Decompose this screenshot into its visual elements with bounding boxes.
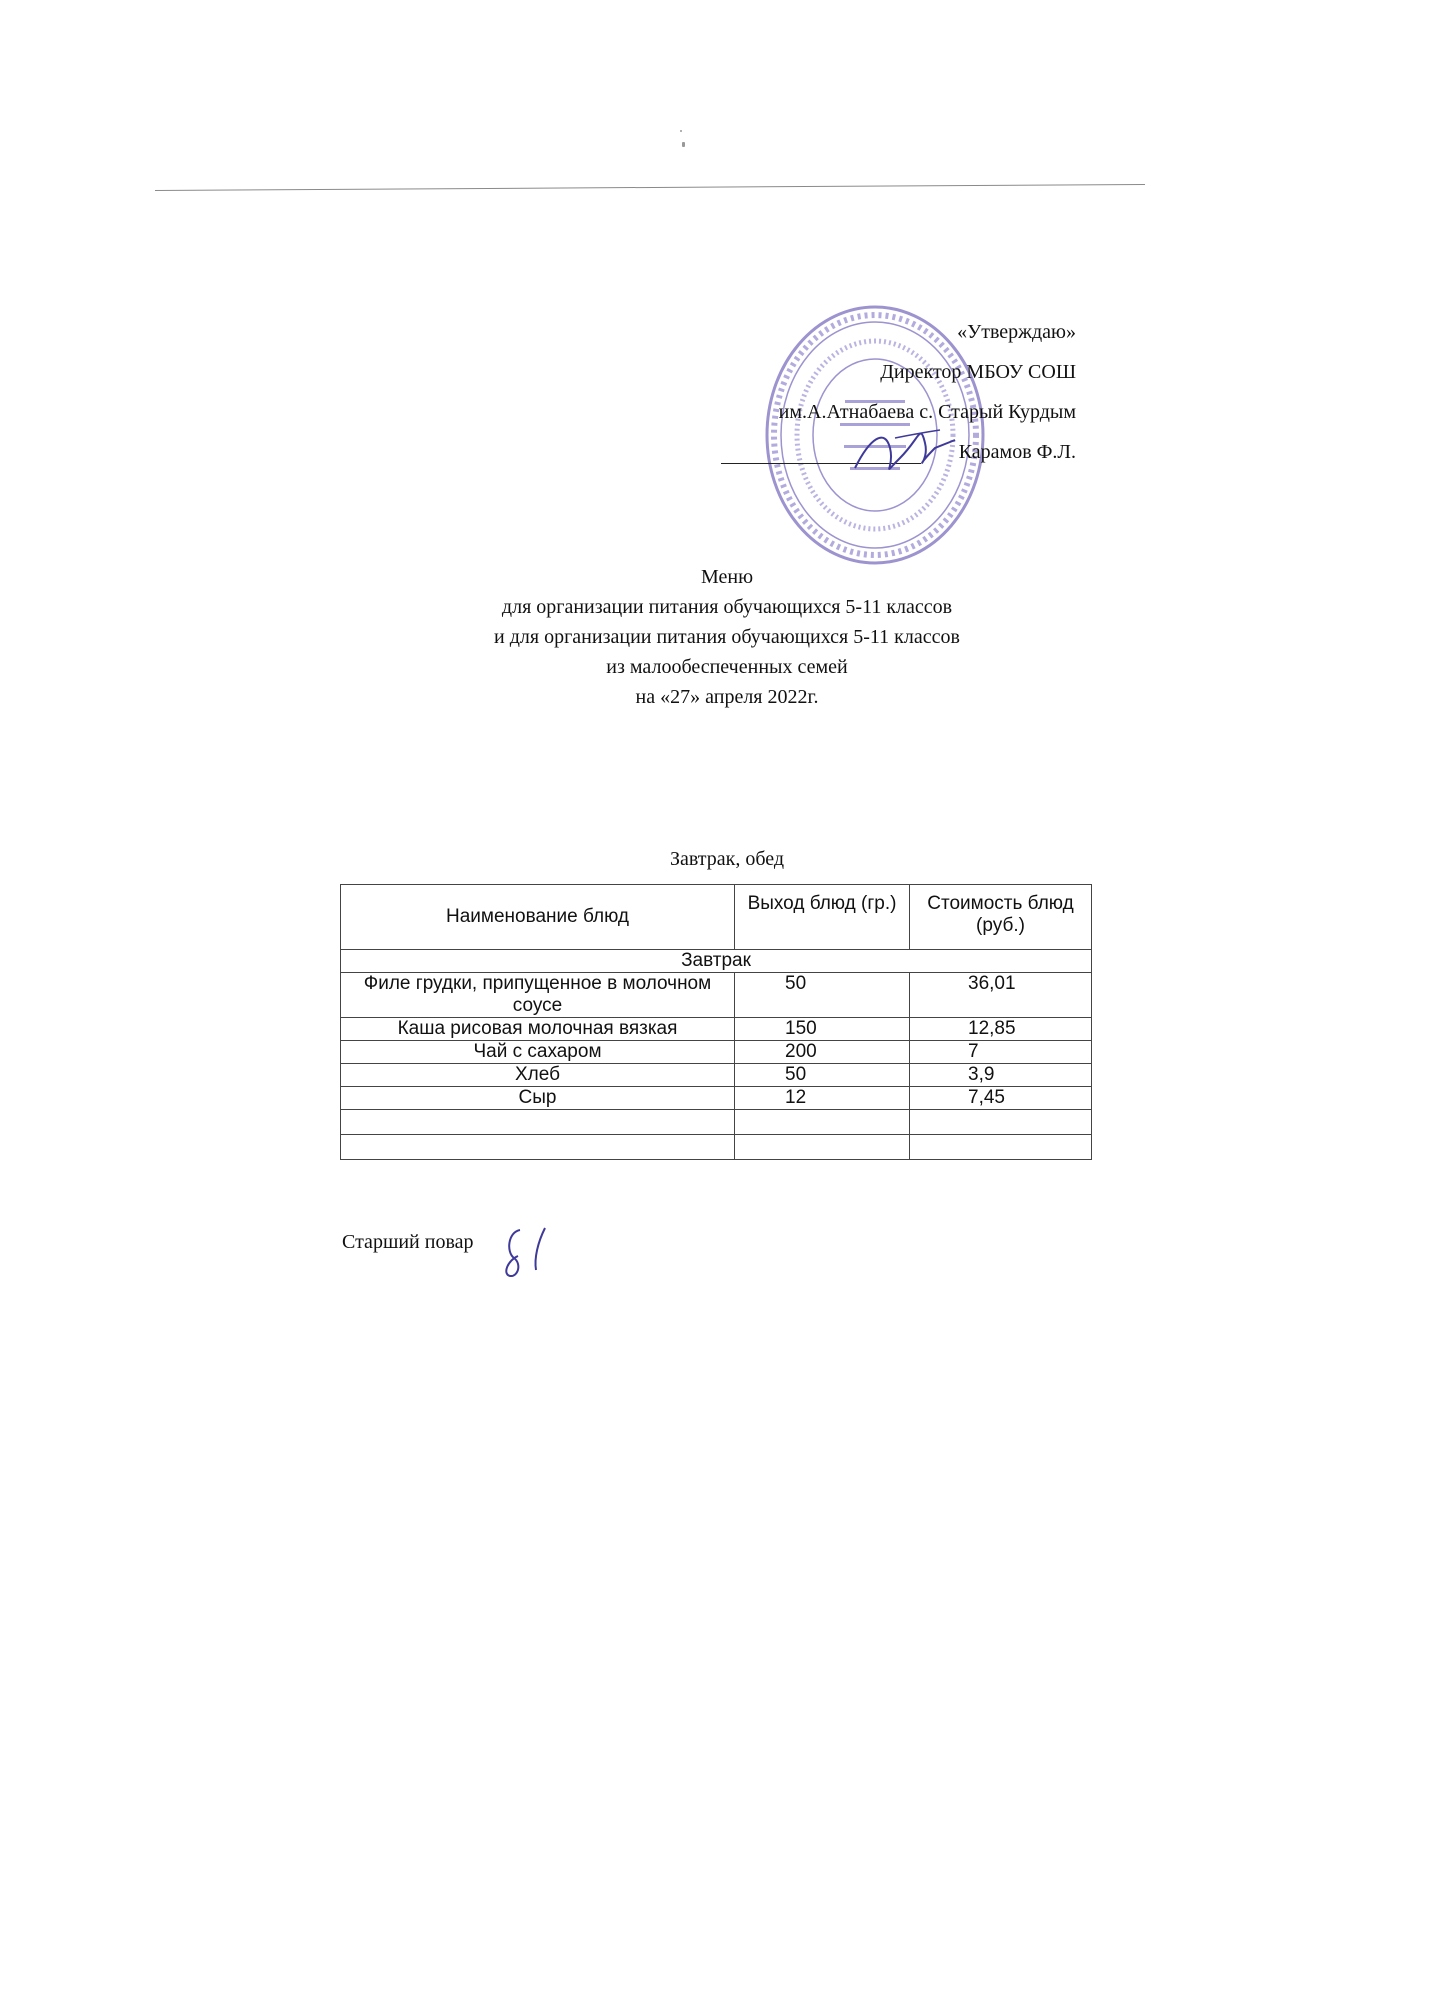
header-dish-name: Наименование блюд (341, 885, 735, 950)
menu-table (340, 884, 1092, 1160)
approval-heading: «Утверждаю» (957, 321, 1076, 343)
approval-signatory-name: Карамов Ф.Л. (958, 441, 1076, 463)
dish-weight: 50 (735, 973, 910, 1018)
cook-signature-image (500, 1222, 580, 1282)
dish-price: 7 (910, 1041, 1092, 1064)
empty-cell (341, 1110, 735, 1135)
document-title (0, 562, 1454, 712)
dish-weight: 12 (735, 1087, 910, 1110)
scan-speck (682, 142, 685, 147)
approval-position: Директор МБОУ СОШ (880, 361, 1076, 383)
table-row (341, 1041, 1092, 1064)
dish-weight: 50 (735, 1064, 910, 1087)
dish-weight: 150 (735, 1018, 910, 1041)
scan-edge-line (155, 184, 1145, 191)
title-date: на «27» апреля 2022г. (635, 686, 819, 708)
empty-row (341, 1135, 1092, 1160)
table-row (341, 973, 1092, 1018)
dish-name: Сыр (341, 1087, 735, 1110)
dish-name: Каша рисовая молочная вязкая (341, 1018, 735, 1041)
meal-caption: Завтрак, обед (669, 848, 785, 870)
dish-price: 7,45 (910, 1087, 1092, 1110)
dish-price: 36,01 (910, 973, 1092, 1018)
dish-name: Чай с сахаром (341, 1041, 735, 1064)
dish-price: 3,9 (910, 1064, 1092, 1087)
dish-price: 12,85 (910, 1018, 1092, 1041)
empty-row (341, 1110, 1092, 1135)
title-line-4: из малообеспеченных семей (606, 656, 848, 678)
dish-name: Филе грудки, припущенное в молочном соусе (341, 973, 735, 1018)
title-line-1: Меню (700, 566, 754, 588)
scan-speck (680, 130, 682, 132)
header-price: Стоимость блюд (руб.) (910, 885, 1092, 950)
approval-school: им.А.Атнабаева с. Старый Курдым (778, 401, 1076, 423)
table-row (341, 1064, 1092, 1087)
table-row (341, 1087, 1092, 1110)
senior-cook-label: Старший повар (342, 1231, 474, 1253)
section-row (341, 950, 1092, 973)
dish-weight: 200 (735, 1041, 910, 1064)
title-line-2: для организации питания обучающихся 5-11 классов (501, 596, 953, 618)
director-signature-image (850, 418, 960, 483)
dish-name: Хлеб (341, 1064, 735, 1087)
title-line-3: и для организации питания обучающихся 5-11 классов (494, 626, 960, 648)
empty-cell (910, 1110, 1092, 1135)
empty-cell (735, 1110, 910, 1135)
empty-cell (910, 1135, 1092, 1160)
section-breakfast: Завтрак (341, 950, 1092, 973)
header-weight: Выход блюд (гр.) (735, 885, 910, 950)
empty-cell (341, 1135, 735, 1160)
table-header-row (341, 885, 1092, 950)
table-row (341, 1018, 1092, 1041)
empty-cell (735, 1135, 910, 1160)
